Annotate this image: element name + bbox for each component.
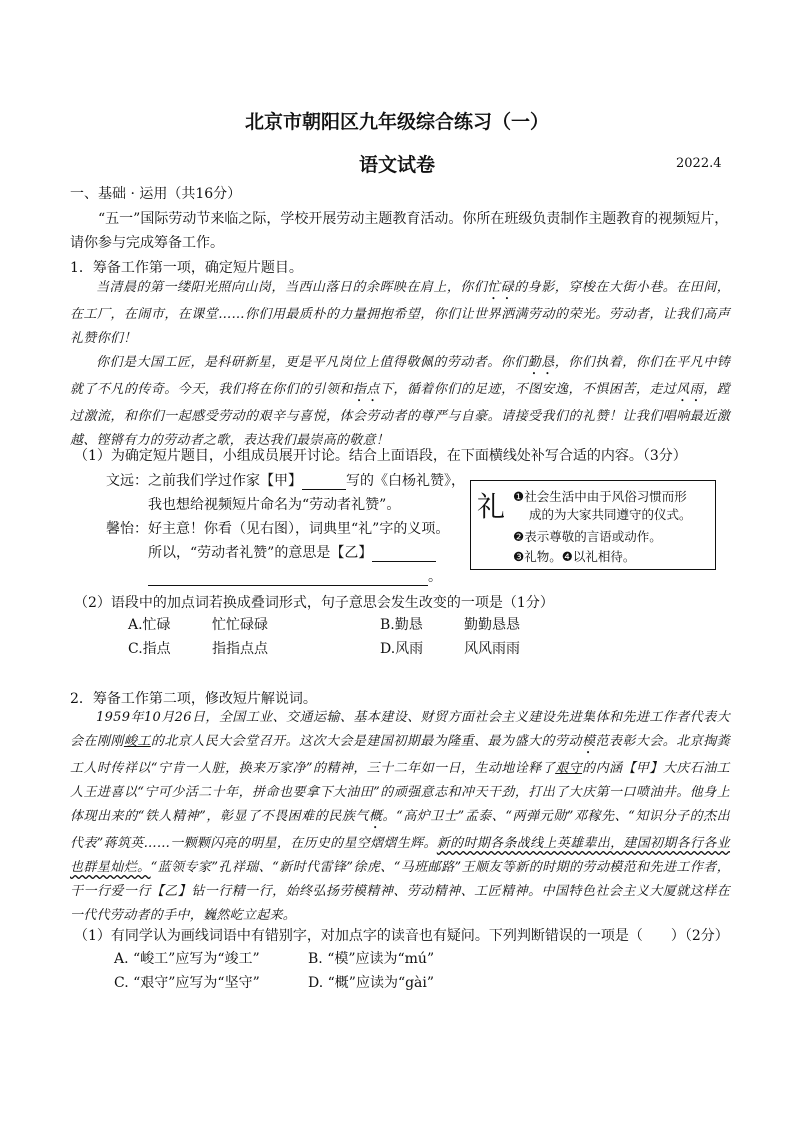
dialogue-xinyi-3: 。: [148, 566, 442, 586]
option-1-a-reduplicated: 忙忙碌碌: [212, 617, 268, 633]
option-1-b-reduplicated: 勤勤恳恳: [464, 617, 520, 633]
answer-blank-yi-2[interactable]: [148, 569, 428, 586]
dotted-word-qin-ken: 勤恳: [527, 355, 555, 370]
passage-1-para-1: 当清晨的第一缕阳光照向山岗，当西山落日的余晖映在肩上，你们忙碌的身影，穿梭在大街小巷。在田间，在工厂，在闹市，在课堂……你们用最质朴的力量拥抱希望，你们让世界洒满劳动的荣光。劳动者，让我们高声礼赞你们！: [70, 280, 730, 346]
dialogue-xinyi-1: 馨怡：好主意！你看（见右图），词典里“礼”字的义项。: [106, 521, 450, 537]
dotted-word-feng-yu: 风雨: [676, 382, 704, 397]
dotted-char-gai: 概: [368, 809, 383, 824]
definition-1-line-1: ❶社会生活中由于风俗习惯而形: [513, 489, 687, 504]
dotted-word-zhi-dian: 指点: [352, 382, 380, 397]
intro-line-2: 请你参与完成筹备工作。: [70, 235, 224, 251]
exam-title: 北京市朝阳区九年级综合练习（一）: [244, 111, 549, 133]
option-2-d[interactable]: D. “概”应读为“gài”: [308, 975, 435, 991]
option-1-c-reduplicated: 指指点点: [212, 641, 268, 657]
dotted-word-mang-lu: 忙碌: [487, 280, 515, 295]
answer-blank-jia[interactable]: [302, 473, 346, 490]
dictionary-entry-box: [470, 480, 716, 570]
underlined-word-jun-gong: 峻工: [123, 734, 151, 749]
exam-subtitle: 语文试卷: [358, 154, 435, 176]
passage-1: [70, 276, 730, 453]
question-2-1: （1）有同学认为画线词语中有错别字，对加点字的读音也有疑问。下列判断错误的一项是（ ）（2分）: [74, 928, 729, 944]
definition-2: ❷表示尊敬的言语或动作。: [513, 529, 662, 544]
dialogue-xinyi-2: 所以，“劳动者礼赞”的意思是【乙】: [148, 542, 436, 562]
question-2-heading: 2．筹备工作第二项，修改短片解说词。: [70, 691, 317, 707]
dialogue-wenyuan-1: 文远：之前我们学过作家【甲】 写的《白杨礼赞》，: [106, 473, 465, 489]
underlined-word-jian-shou: 艰守: [555, 761, 583, 776]
dotted-char-mo: 模: [581, 734, 596, 749]
option-1-c[interactable]: C.指点: [128, 641, 171, 657]
option-2-a[interactable]: A. “峻工”应写为“竣工”: [114, 951, 260, 967]
definition-3-4: ❸礼物。❹以礼相待。: [513, 549, 636, 564]
passage-2-para: 1959年10月26日，全国工业、交通运输、基本建设、财贸方面社会主义建设先进集体和先进工作者代表大会在刚刚峻工的北京人民大会堂召开。这次大会是建国初期最为隆重、最为盛大的劳动模范表彰大会。北京掏粪工人时传祥以“宁肯一人脏，换来万家净”的精神，三十二年如一日，生动地诠释了艰守的内涵【甲】大庆石油工人王进喜以“宁可少活二十年，拼命也要拿下大油田”的顽强意志和冲天干劲，打出了大庆第一口喷油井。他身上体现出来的“铁人精神”，彰显了不畏困难的民族气概。“高炉卫士”孟泰、“两弹元勋”邓稼先、“知识分子的杰出代表”蒋筑英……一颗颗闪亮的明星，在历史的星空熠熠生辉。新的时期各条战线上英雄辈出，建国初期各行各业也群星灿烂。“蓝领专家”孔祥瑞、“新时代雷锋”徐虎、“马班邮路”王顺友等新的时期的劳动模范和先进工作者，干一行爱一行【乙】钻一行精一行，始终弘扬劳模精神、劳动精神、工匠精神。中国特色社会主义大厦就这样在一代代劳动者的手中，巍然屹立起来。: [70, 710, 731, 923]
definition-1-line-2: 成的为大家共同遵守的仪式。: [529, 507, 692, 522]
option-1-a[interactable]: A.忙碌: [128, 617, 171, 633]
exam-date: 2022.4: [676, 156, 722, 171]
dictionary-headword: 礼: [477, 490, 506, 523]
option-2-b[interactable]: B. “模”应读为“mú”: [308, 951, 435, 967]
question-1-1: （1）为确定短片题目，小组成员展开讨论。结合上面语段，在下面横线处补写合适的内容。（3分）: [74, 448, 687, 464]
answer-blank-yi-1[interactable]: [372, 545, 436, 562]
dialogue-wenyuan-2: 我也想给视频短片命名为“劳动者礼赞”。: [148, 497, 401, 513]
section-heading: 一、基础 · 运用（共16分）: [70, 186, 242, 202]
passage-1-para-2: 你们是大国工匠，是科研新星，更是平凡岗位上值得敬佩的劳动者。你们勤恳，你们执着，你们在平凡中铸就了不凡的传奇。今天，我们将在你们的引领和指点下，循着你们的足迹，不图安逸，不惧困苦，走过风雨，蹚过激流，和你们一起感受劳动的艰辛与喜悦，体会劳动者的尊严与自豪。请接受我们的礼赞！让我们唱响最近激越、铿锵有力的劳动者之歌，表达我们最崇高的敬意！: [70, 355, 730, 448]
option-1-b[interactable]: B.勤恳: [380, 617, 423, 633]
wavy-underlined-sentence: 新的时期各条战线上英雄辈出，建国初期各行各业也群星灿烂。: [70, 836, 731, 875]
option-1-d[interactable]: D.风雨: [380, 641, 424, 657]
option-2-c[interactable]: C. “艰守”应写为“坚守”: [114, 975, 260, 991]
question-1-2: （2）语段中的加点词若换成叠词形式，句子意思会发生改变的一项是（1分）: [74, 595, 554, 611]
option-1-d-reduplicated: 风风雨雨: [464, 641, 520, 657]
intro-line-1: “五一”国际劳动节来临之际，学校开展劳动主题教育活动。你所在班级负责制作主题教育的视频短片，: [98, 211, 729, 227]
question-1-heading: 1．筹备工作第一项，确定短片题目。: [70, 260, 303, 276]
passage-2: [70, 706, 730, 928]
